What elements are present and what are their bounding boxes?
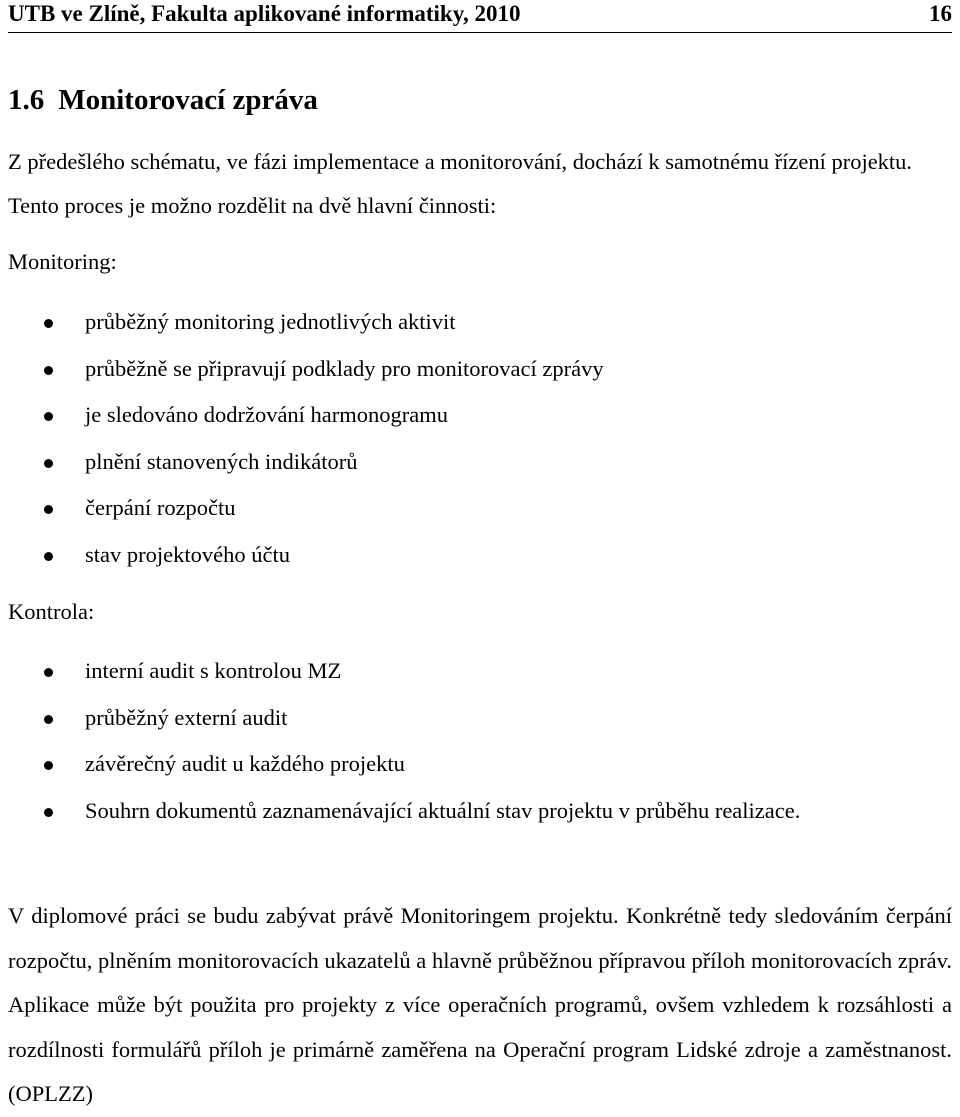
list-item-text: čerpání rozpočtu	[85, 495, 236, 520]
bullet-icon	[44, 366, 53, 375]
list-item-text: průběžný externí audit	[85, 704, 288, 730]
bullet-icon	[44, 761, 53, 770]
bullet-icon	[44, 459, 53, 468]
section-number: 1.6	[8, 84, 45, 116]
list-item-text: průběžně se připravují podklady pro monitorovací zprávy	[85, 355, 604, 381]
header-title: UTB ve Zlíně, Fakulta aplikované informatiky, 2010	[8, 1, 521, 26]
kontrola-heading: Kontrola:	[8, 599, 95, 624]
list-item-text: je sledováno dodržování harmonogramu	[85, 402, 449, 427]
bullet-icon	[44, 668, 53, 677]
page-number: 16	[929, 1, 952, 26]
monitoring-heading: Monitoring:	[8, 249, 117, 274]
bullet-icon	[44, 715, 53, 724]
bullet-icon	[44, 412, 53, 421]
list-item-text: průběžný monitoring jednotlivých aktivit	[85, 309, 456, 334]
closing-paragraph: V diplomové práci se budu zabývat právě Monitoringem projektu. Konkrétně tedy sledováním čerpání rozpočtu, plněním monitorovacích ukazatelů a hlavně průběžnou přípravou příloh monitorovacích zpráv. Aplikace může být použita pro projekty z více operačních programů, ovšem vzhledem k rozsáhlosti a rozdílnosti formulářů příloh je primárně zaměřena na Operační program Lidské zdroje a zaměstnanost. (OPLZZ)	[8, 903, 952, 1106]
intro-paragraph: Z předešlého schématu, ve fázi implementace a monitorování, dochází k samotnému řízení projektu. Tento proces je možno rozdělit na dvě hlavní činnosti:	[8, 149, 913, 218]
list-item-text: Souhrn dokumentů zaznamenávající aktuální stav projektu v průběhu realizace.	[85, 797, 801, 823]
list-item-text: závěrečný audit u každého projektu	[85, 751, 405, 776]
section-title: Monitorovací zpráva	[58, 84, 318, 116]
section-heading	[8, 84, 318, 116]
page-header	[8, 0, 952, 33]
list-item-text: stav projektového účtu	[85, 541, 290, 567]
list-item-text: interní audit s kontrolou MZ	[85, 658, 342, 683]
bullet-icon	[44, 319, 53, 328]
bullet-icon	[44, 808, 53, 817]
bullet-icon	[44, 552, 53, 561]
list-item-text: plnění stanovených indikátorů	[85, 448, 358, 474]
bullet-icon	[44, 505, 53, 514]
